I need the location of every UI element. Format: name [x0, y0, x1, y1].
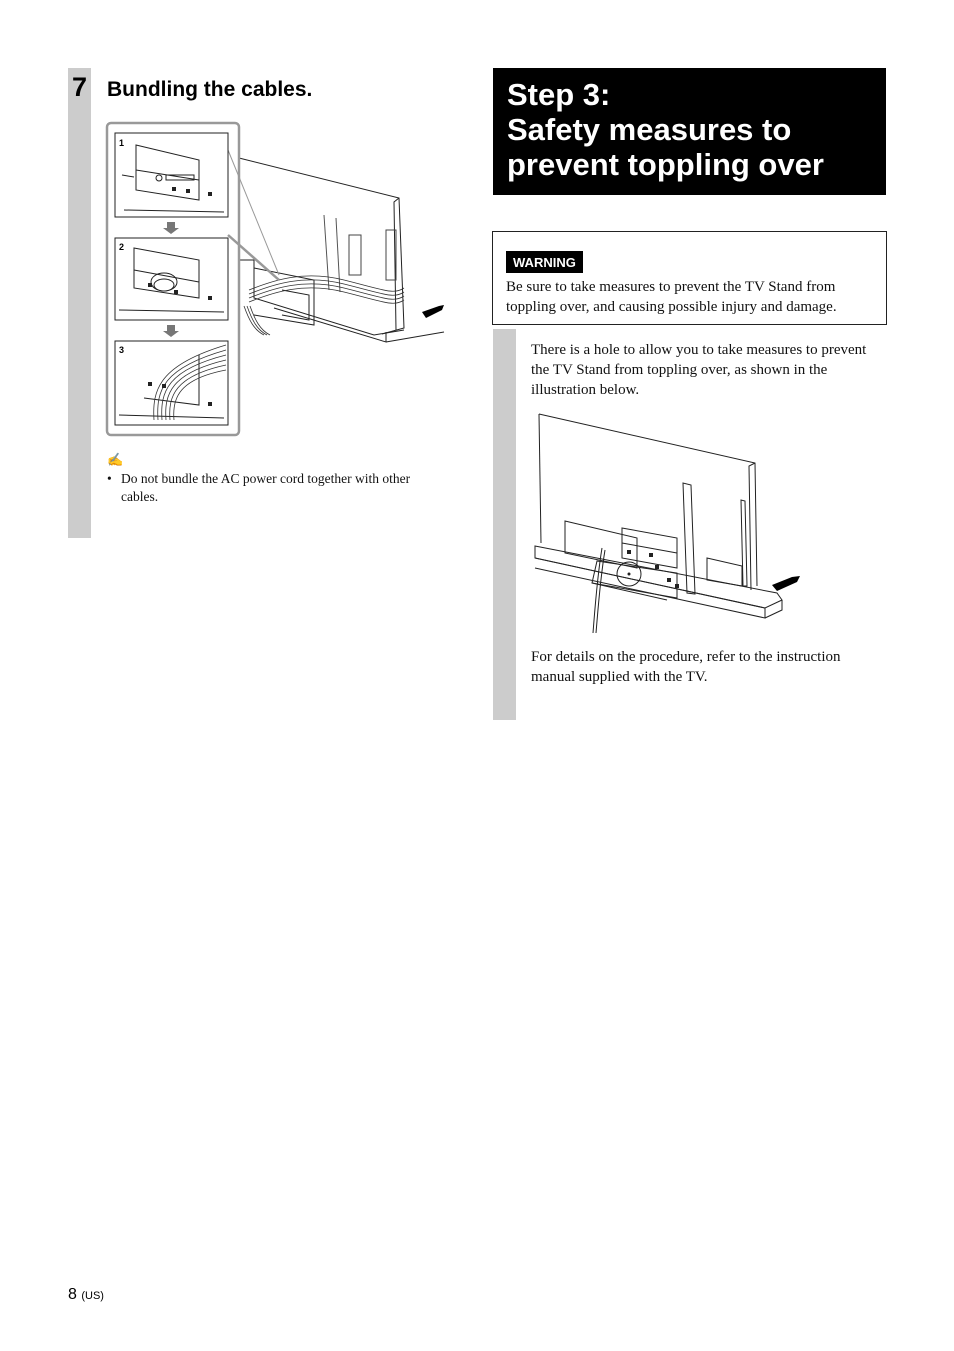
panel-label-3: 3: [119, 345, 125, 355]
page-number-suffix: (US): [81, 1290, 104, 1302]
note-text: Do not bundle the AC power cord together with other cables.: [121, 471, 411, 504]
cable-bundling-illustration: [104, 120, 454, 445]
section-title-line-3: prevent toppling over: [507, 147, 824, 182]
step-title: Bundling the cables.: [107, 78, 313, 101]
panel-label-2: 2: [119, 242, 125, 252]
section-title-line-1: Step 3:: [507, 77, 611, 112]
step-sidebar-bar: [68, 68, 91, 538]
page-number-value: 8: [68, 1286, 77, 1303]
tv-stand-hole-illustration: [527, 408, 812, 638]
note-bullet: •: [107, 471, 112, 486]
body-paragraph-1: There is a hole to allow you to take measures to prevent the TV Stand from toppling over, as shown in the illustration below.: [531, 342, 867, 398]
section-title: [507, 77, 882, 182]
panel-label-1: 1: [119, 138, 125, 148]
pencil-note-icon: ✍: [107, 452, 124, 467]
body-paragraph-2: For details on the procedure, refer to the instruction manual supplied with the TV.: [531, 649, 841, 685]
warning-badge: WARNING: [506, 251, 583, 273]
step-number: 7: [71, 72, 88, 102]
page-number: [68, 1286, 104, 1304]
content-sidebar-bar: [493, 329, 516, 720]
section-title-line-2: Safety measures to: [507, 112, 792, 147]
warning-text: Be sure to take measures to prevent the TV Stand from toppling over, and causing possible injury and damage.: [506, 279, 837, 315]
note: [107, 470, 442, 506]
